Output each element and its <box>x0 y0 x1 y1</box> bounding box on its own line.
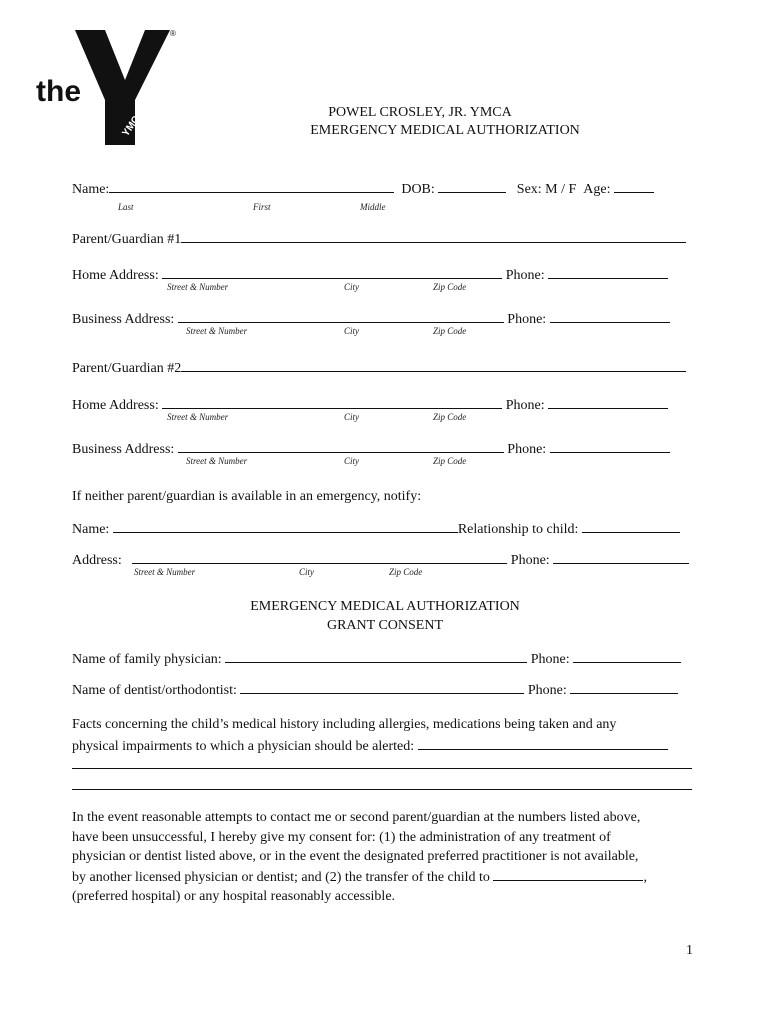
guardian1-home-phone-field[interactable] <box>548 265 668 279</box>
consent-title: EMERGENCY MEDICAL AUTHORIZATION <box>250 599 520 614</box>
emergency-name-label: Name: <box>72 522 110 537</box>
medical-history-line-2[interactable] <box>72 768 692 769</box>
consent-subtitle: GRANT CONSENT <box>326 618 444 633</box>
guardian1-business-address-field[interactable] <box>178 309 504 323</box>
age-field[interactable] <box>614 179 654 193</box>
consent-line-4-end: , <box>643 869 647 885</box>
child-name-field[interactable] <box>109 179 394 193</box>
guardian1-business-row <box>72 309 670 328</box>
business-address-label: Business Address: <box>72 442 175 457</box>
emergency-address-label: Address: <box>72 553 122 568</box>
phone-label: Phone: <box>530 652 570 667</box>
sub-city: City <box>344 326 359 336</box>
guardian2-field[interactable] <box>181 358 686 372</box>
emergency-name-field[interactable] <box>113 519 458 533</box>
facts-line-2-row <box>72 736 668 755</box>
phone-label: Phone: <box>527 683 567 698</box>
consent-line-3: physician or dentist listed above, or in the event the designated preferred practitioner is not available, <box>72 849 639 864</box>
guardian1-home-address-field[interactable] <box>162 265 502 279</box>
medical-history-line-3[interactable] <box>72 789 692 790</box>
consent-line-4: by another licensed physician or dentist; and (2) the transfer of the child to <box>72 869 490 885</box>
guardian2-home-address-field[interactable] <box>162 395 502 409</box>
ymca-text: YMCA <box>120 108 147 139</box>
physician-label: Name of family physician: <box>72 652 222 667</box>
sub-zip: Zip Code <box>433 326 467 336</box>
guardian1-label: Parent/Guardian #1 <box>72 232 182 247</box>
child-info-row <box>72 179 654 198</box>
facts-line-2: physical impairments to which a physician should be alerted: <box>72 739 415 754</box>
sub-zip: Zip Code <box>433 412 467 422</box>
emergency-phone-field[interactable] <box>553 550 689 564</box>
sub-middle: Middle <box>360 202 386 212</box>
sub-last: Last <box>118 202 134 212</box>
guardian1-home-row <box>72 265 668 284</box>
consent-line-4-row <box>72 867 702 888</box>
consent-paragraph <box>72 808 702 907</box>
guardian1-row <box>72 229 686 248</box>
guardian1-field[interactable] <box>181 229 686 243</box>
sub-street: Street & Number <box>167 282 229 292</box>
home-address-label: Home Address: <box>72 398 159 413</box>
relationship-field[interactable] <box>582 519 680 533</box>
registered-mark: ® <box>170 29 176 38</box>
facts-line-1: Facts concerning the child’s medical history including allergies, medications being taken and any <box>72 717 617 732</box>
sub-city: City <box>344 456 359 466</box>
guardian2-home-row <box>72 395 668 414</box>
business-address-label: Business Address: <box>72 312 175 327</box>
guardian2-business-phone-field[interactable] <box>550 439 670 453</box>
phone-label: Phone: <box>507 312 547 327</box>
sub-street: Street & Number <box>134 567 196 577</box>
sub-first: First <box>253 202 271 212</box>
dentist-label: Name of dentist/orthodontist: <box>72 683 237 698</box>
ymca-logo <box>30 25 190 155</box>
consent-line-1: In the event reasonable attempts to contact me or second parent/guardian at the numbers listed above, <box>72 810 641 825</box>
sub-street: Street & Number <box>186 456 248 466</box>
medical-history-field[interactable] <box>418 736 668 750</box>
guardian2-home-phone-field[interactable] <box>548 395 668 409</box>
dentist-phone-field[interactable] <box>570 680 678 694</box>
name-label: Name: <box>72 182 110 197</box>
physician-phone-field[interactable] <box>573 649 681 663</box>
sub-city: City <box>299 567 314 577</box>
sub-street: Street & Number <box>167 412 229 422</box>
dob-label: DOB: <box>401 182 435 197</box>
physician-field[interactable] <box>225 649 527 663</box>
guardian1-business-phone-field[interactable] <box>550 309 670 323</box>
dentist-row <box>72 680 678 699</box>
logo-the-text: the <box>36 75 81 108</box>
physician-row <box>72 649 681 668</box>
org-name: POWEL CROSLEY, JR. YMCA <box>328 105 512 120</box>
age-label: Age: <box>583 182 611 197</box>
sub-zip: Zip Code <box>389 567 423 577</box>
emergency-name-row <box>72 519 680 538</box>
guardian2-business-address-field[interactable] <box>178 439 504 453</box>
guardian2-label: Parent/Guardian #2 <box>72 361 182 376</box>
sub-city: City <box>344 282 359 292</box>
relationship-label: Relationship to child: <box>457 522 579 537</box>
form-title: EMERGENCY MEDICAL AUTHORIZATION <box>310 123 580 138</box>
page-number: 1 <box>686 943 693 958</box>
home-address-label: Home Address: <box>72 268 159 283</box>
sub-city: City <box>344 412 359 422</box>
dentist-field[interactable] <box>240 680 524 694</box>
preferred-hospital-field[interactable] <box>493 867 643 881</box>
phone-label: Phone: <box>505 398 545 413</box>
sub-street: Street & Number <box>186 326 248 336</box>
sub-zip: Zip Code <box>433 456 467 466</box>
emergency-intro: If neither parent/guardian is available in an emergency, notify: <box>72 489 422 504</box>
phone-label: Phone: <box>510 553 550 568</box>
consent-line-5: (preferred hospital) or any hospital reasonably accessible. <box>72 889 396 904</box>
guardian2-business-row <box>72 439 670 458</box>
dob-field[interactable] <box>438 179 506 193</box>
phone-label: Phone: <box>507 442 547 457</box>
emergency-address-field[interactable] <box>132 550 507 564</box>
sex-label: Sex: M / F <box>516 182 577 197</box>
phone-label: Phone: <box>505 268 545 283</box>
guardian2-row <box>72 358 686 377</box>
consent-line-2: have been unsuccessful, I hereby give my consent for: (1) the administration of any treatment of <box>72 829 611 845</box>
sub-zip: Zip Code <box>433 282 467 292</box>
